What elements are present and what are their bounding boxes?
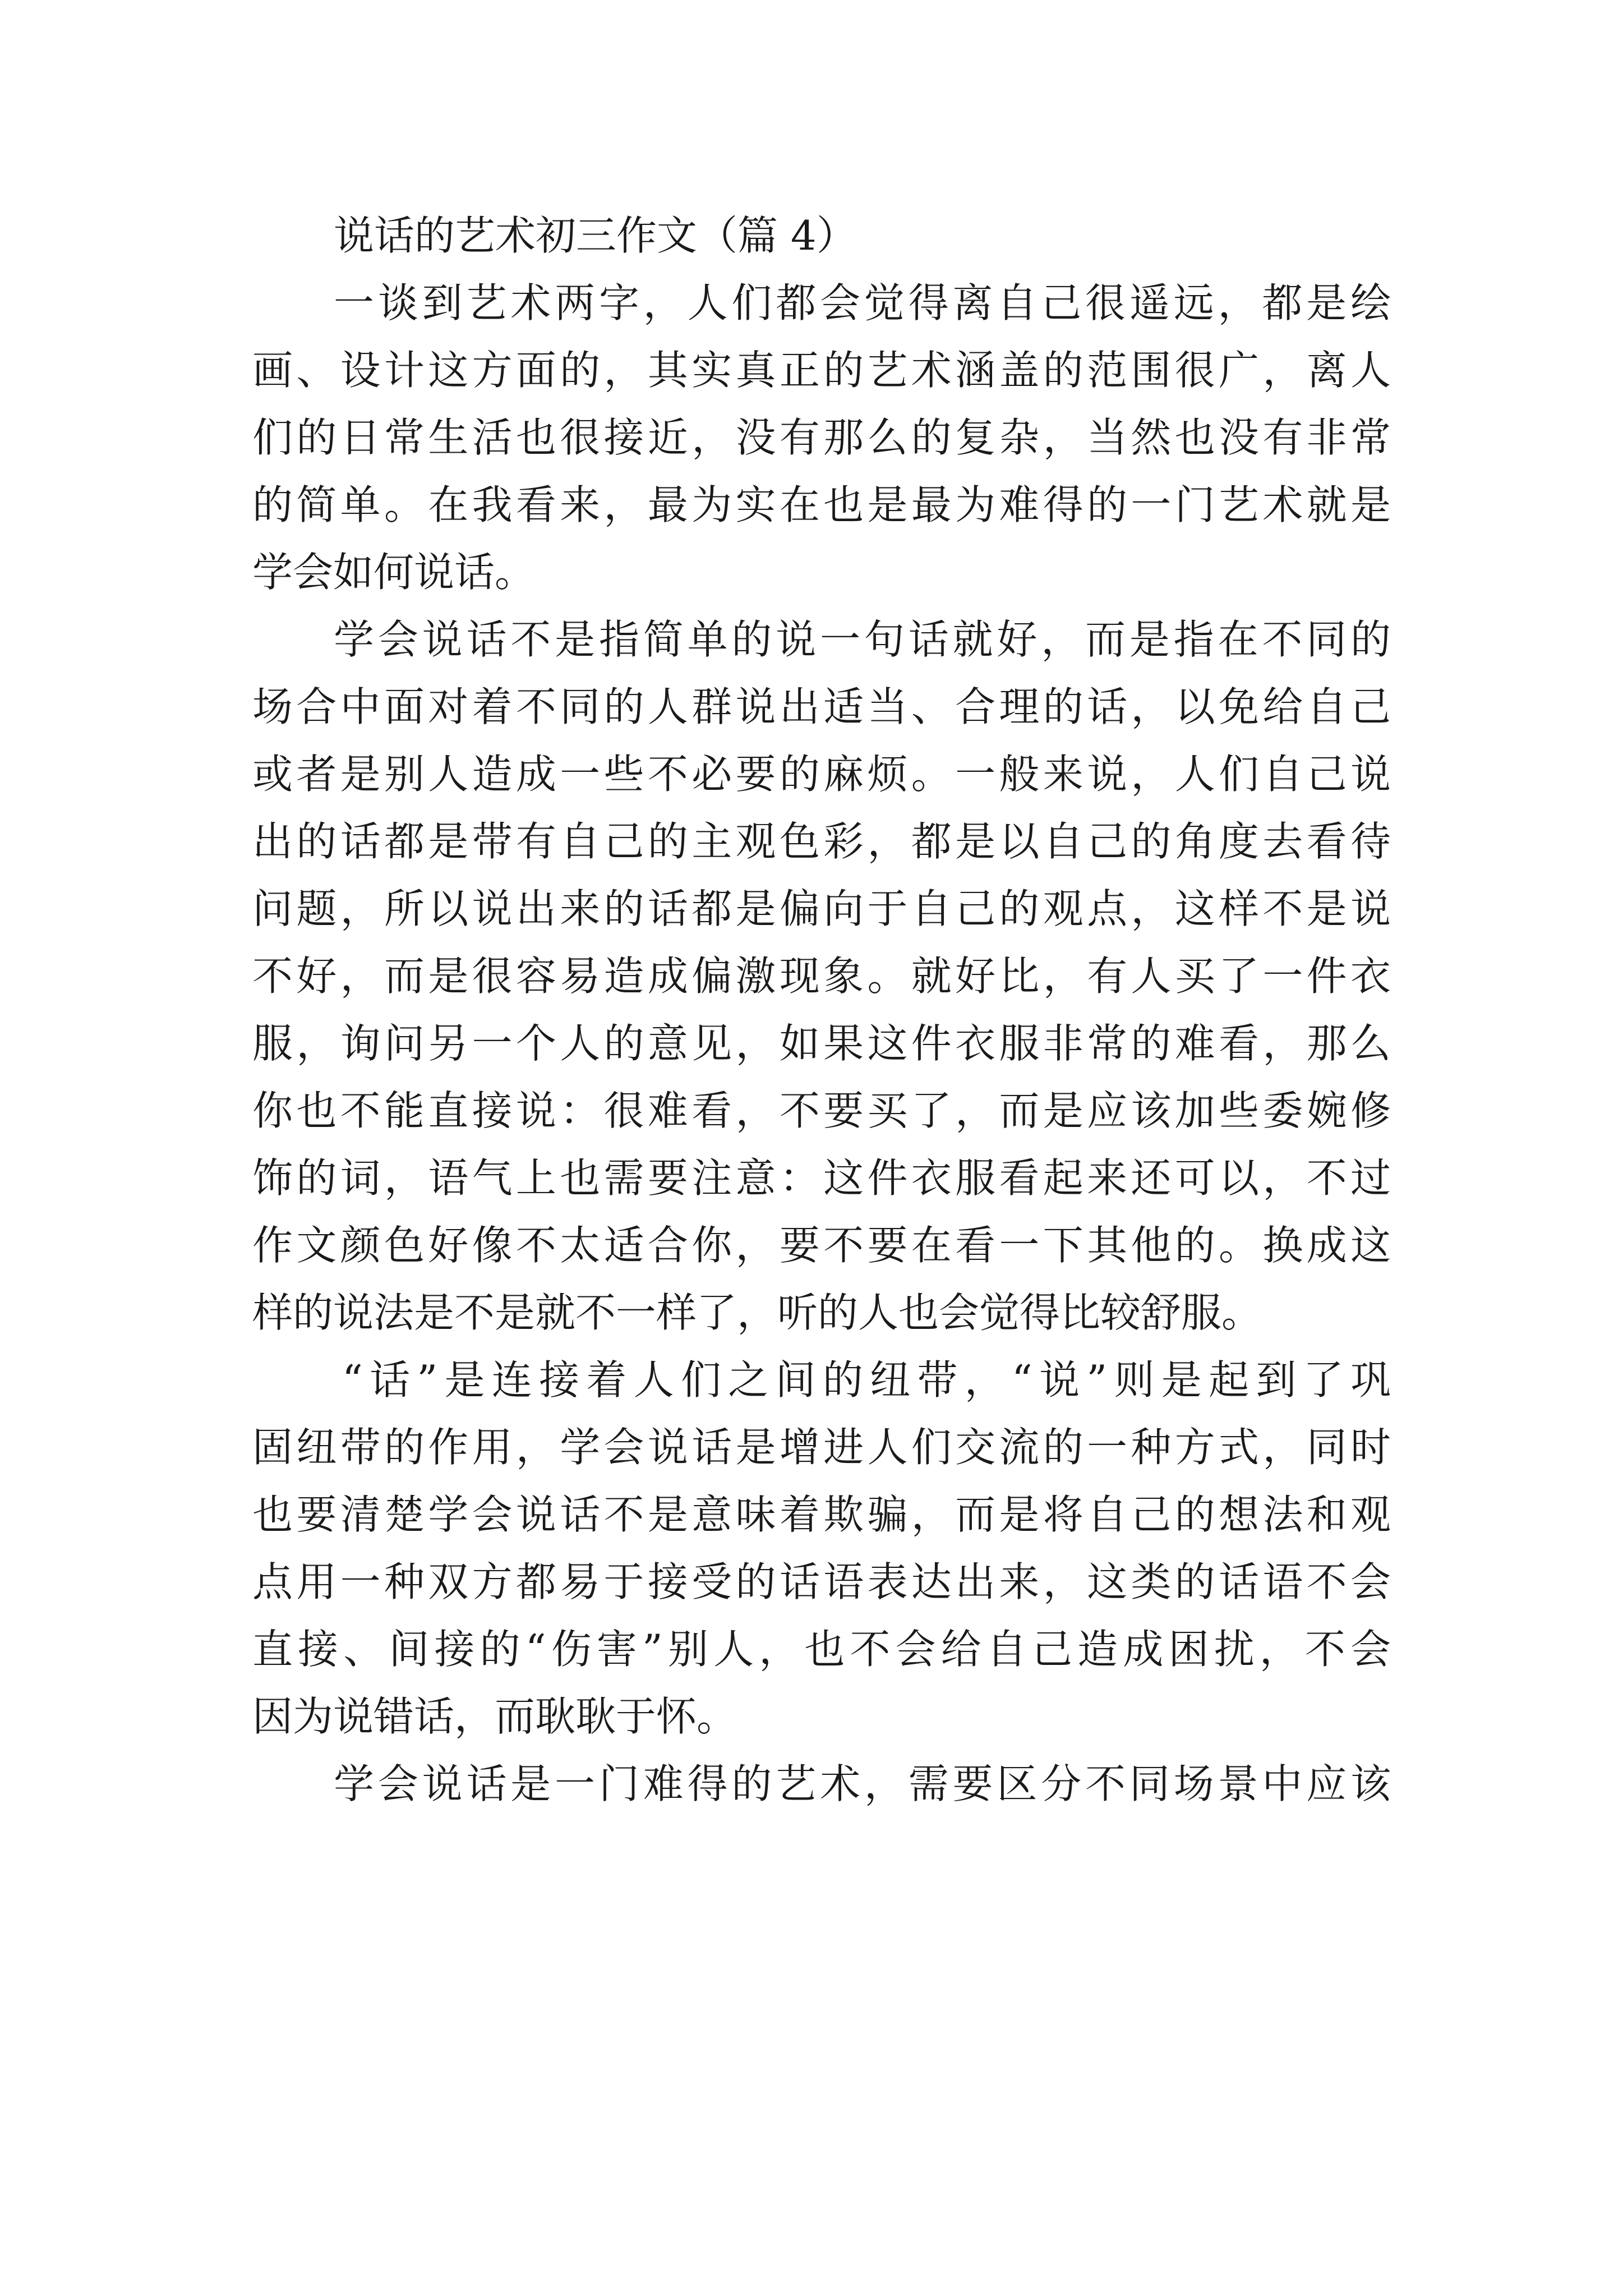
paragraph-2-line-4: 出的话都是带有自己的主观色彩，都是以自己的角度去看待 xyxy=(252,818,1391,865)
paragraph-2-line-9: 饰的词，语气上也需要注意：这件衣服看起来还可以，不过 xyxy=(252,1154,1391,1202)
paragraph-2-line-7: 服，询问另一个人的意见，如果这件衣服非常的难看，那么 xyxy=(252,1020,1391,1067)
paragraph-3-line-5: 直接、间接的“伤害”别人，也不会给自己造成困扰，不会 xyxy=(252,1626,1391,1673)
paragraph-2-line-8: 你也不能直接说：很难看，不要买了，而是应该加些委婉修 xyxy=(252,1087,1391,1134)
paragraph-3-line-1: “话”是连接着人们之间的纽带，“说”则是起到了巩 xyxy=(342,1356,1391,1404)
document-body xyxy=(252,202,1391,1818)
paragraph-1-line-3: 们的日常生活也很接近，没有那么的复杂，当然也没有非常 xyxy=(252,414,1391,461)
paragraph-3-line-2: 固纽带的作用，学会说话是增进人们交流的一种方式，同时 xyxy=(252,1424,1391,1471)
paragraph-1-line-2: 画、设计这方面的，其实真正的艺术涵盖的范围很广，离人 xyxy=(252,347,1391,394)
paragraph-1-line-4: 的简单。在我看来，最为实在也是最为难得的一门艺术就是 xyxy=(252,481,1391,528)
paragraph-3-line-4: 点用一种双方都易于接受的话语表达出来，这类的话语不会 xyxy=(252,1558,1391,1605)
paragraph-1-line-5: 学会如何说话。 xyxy=(252,549,536,596)
paragraph-2-line-2: 场合中面对着不同的人群说出适当、合理的话，以免给自己 xyxy=(252,683,1391,730)
paragraph-2-line-1: 学会说话不是指简单的说一句话就好，而是指在不同的 xyxy=(334,616,1391,663)
paragraph-2-line-3: 或者是别人造成一些不必要的麻烦。一般来说，人们自己说 xyxy=(252,751,1391,798)
paragraph-3-line-3: 也要清楚学会说话不是意味着欺骗，而是将自己的想法和观 xyxy=(252,1491,1391,1538)
paragraph-3-line-6: 因为说错话，而耿耿于怀。 xyxy=(252,1693,737,1740)
paragraph-2-line-10: 作文颜色好像不太适合你，要不要在看一下其他的。换成这 xyxy=(252,1222,1391,1269)
document-title: 说话的艺术初三作文（篇 4） xyxy=(334,212,857,259)
paragraph-2-line-11: 样的说法是不是就不一样了，听的人也会觉得比较舒服。 xyxy=(252,1289,1262,1336)
paragraph-4-line-1: 学会说话是一门难得的艺术，需要区分不同场景中应该 xyxy=(334,1760,1391,1807)
paragraph-2-line-5: 问题，所以说出来的话都是偏向于自己的观点，这样不是说 xyxy=(252,885,1391,932)
paragraph-2-line-6: 不好，而是很容易造成偏激现象。就好比，有人买了一件衣 xyxy=(252,953,1391,1000)
paragraph-1-line-1: 一谈到艺术两字，人们都会觉得离自己很遥远，都是绘 xyxy=(334,279,1391,326)
